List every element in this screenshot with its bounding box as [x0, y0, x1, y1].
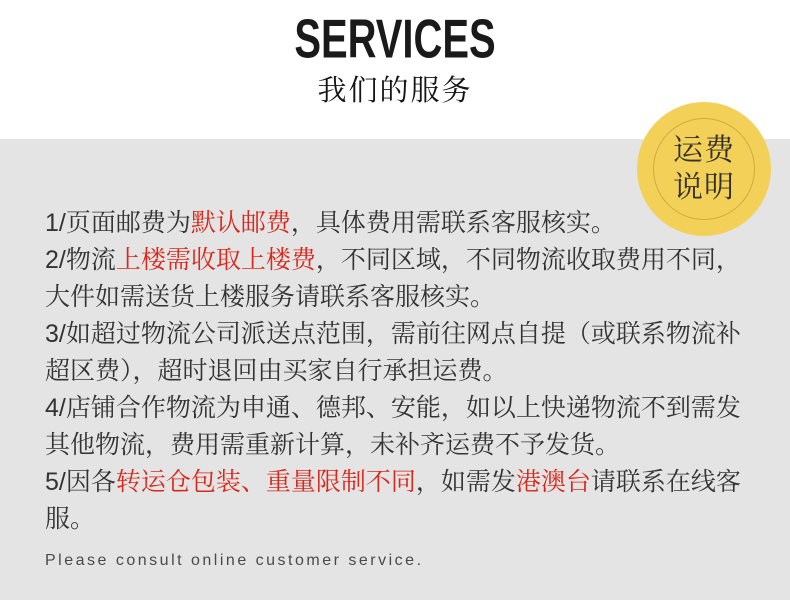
- notice-item: [45, 316, 757, 390]
- page-title: SERVICES: [294, 8, 496, 70]
- notice-text-segment: 请联系在线客服。: [45, 468, 741, 533]
- badge-line-2: 说明: [673, 171, 735, 204]
- notice-text-segment: 2/物流: [45, 246, 116, 274]
- notice-highlight: 港澳台: [515, 468, 591, 496]
- notice-text-segment: 3/如超过物流公司派送点范围，需前往网点自提（或联系物流补超区费），超时退回由买家自行承担运费。: [45, 320, 741, 385]
- notice-highlight: 默认邮费: [190, 209, 291, 237]
- footer-note: Please consult online customer service.: [45, 552, 424, 569]
- notice-highlight: 转运仓包装、重量限制不同: [115, 468, 416, 496]
- notice-highlight: 上楼需收取上楼费: [115, 246, 316, 274]
- shipping-fee-badge-label: [673, 132, 735, 206]
- notice-text-segment: ，不同区域，不同物流收取费用不同，大件如需送货上楼服务请联系客服核实。: [45, 246, 741, 311]
- page-subtitle: 我们的服务: [317, 75, 473, 107]
- notice-text-segment: 5/因各: [45, 468, 116, 496]
- notice-text-segment: ，如需发: [415, 468, 516, 496]
- notice-text-segment: 1/页面邮费为: [45, 209, 191, 237]
- notice-item: [45, 242, 757, 316]
- notice-item: [45, 205, 757, 242]
- notice-text-segment: 4/店铺合作物流为申通、德邦、安能，如以上快递物流不到需发其他物流，费用需重新计算，未补齐运费不予发货。: [45, 394, 741, 459]
- notice-item: [45, 390, 757, 464]
- shipping-fee-badge: [637, 102, 771, 236]
- badge-line-1: 运费: [673, 134, 735, 167]
- notice-list: [45, 205, 757, 538]
- notice-text-segment: ，具体费用需联系客服核实。: [290, 209, 616, 237]
- notice-item: [45, 464, 757, 538]
